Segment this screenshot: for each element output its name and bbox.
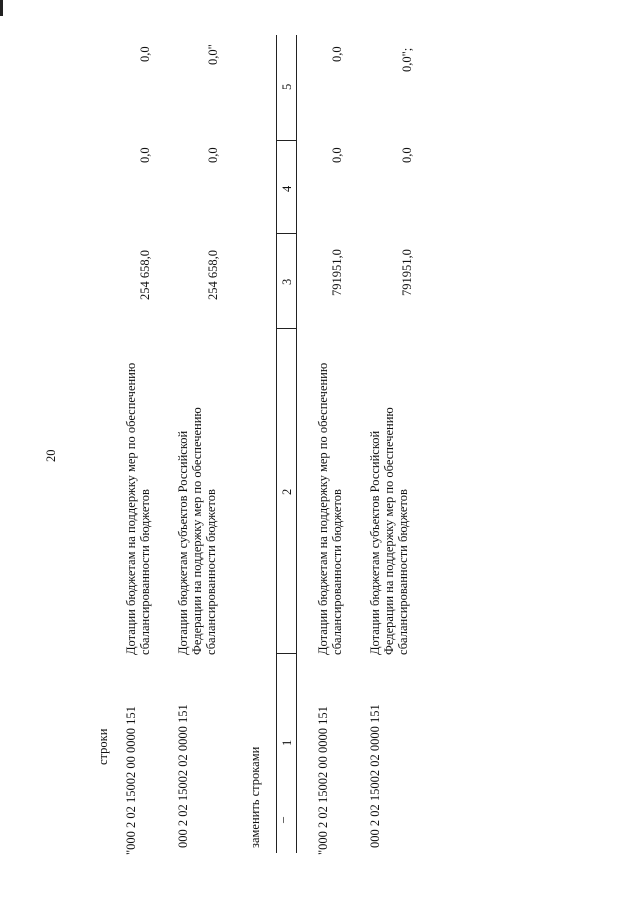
old-row-1-col4: 0,0 bbox=[138, 147, 152, 163]
header-number-5: 5 bbox=[280, 83, 294, 90]
old-row-1-code: "000 2 02 15002 00 0000 151 bbox=[124, 706, 138, 855]
new-row-2-col5: 0,0"; bbox=[400, 47, 414, 72]
new-row-1-col3: 791951,0 bbox=[330, 249, 344, 296]
header-number-1: 1 bbox=[280, 739, 294, 746]
old-row-2-col3: 254 658,0 bbox=[206, 250, 220, 300]
header-col-divider-4 bbox=[276, 140, 297, 141]
old-row-2-name: Дотации бюджетам субъектов Российской Федерации на поддержку мер по обеспечению сбалансированности бюджетов bbox=[176, 407, 218, 655]
header-number-3: 3 bbox=[280, 278, 294, 285]
header-col-divider-1 bbox=[276, 653, 297, 654]
old-row-2-code: 000 2 02 15002 02 0000 151 bbox=[176, 704, 190, 848]
old-row-1-name: Дотации бюджетам на поддержку мер по обеспечению сбалансированности бюджетов bbox=[124, 362, 152, 655]
old-row-2-col5: 0,0" bbox=[206, 44, 220, 65]
new-row-2-col3: 791951,0 bbox=[400, 249, 414, 296]
header-col-divider-3 bbox=[276, 233, 297, 234]
new-row-2-col4: 0,0 bbox=[400, 147, 414, 163]
old-row-1-col3: 254 658,0 bbox=[138, 250, 152, 300]
table-top-border bbox=[276, 35, 277, 853]
header-left-tick bbox=[283, 817, 284, 824]
old-row-2-col4: 0,0 bbox=[206, 147, 220, 163]
scan-edge-mark bbox=[0, 0, 3, 16]
new-row-2-name: Дотации бюджетам субъектов Российской Федерации на поддержку мер по обеспечению сбалансированности бюджетов bbox=[368, 407, 410, 655]
new-row-1-code: "000 2 02 15002 00 0000 151 bbox=[316, 706, 330, 855]
header-number-4: 4 bbox=[280, 185, 294, 192]
header-number-2: 2 bbox=[280, 488, 294, 495]
header-col-divider-2 bbox=[276, 328, 297, 329]
intro-label: строки bbox=[96, 728, 110, 765]
new-row-2-code: 000 2 02 15002 02 0000 151 bbox=[368, 704, 382, 848]
page-number: 20 bbox=[44, 449, 58, 462]
new-row-1-col4: 0,0 bbox=[330, 147, 344, 163]
new-row-1-name: Дотации бюджетам на поддержку мер по обеспечению сбалансированности бюджетов bbox=[316, 362, 344, 655]
table-header-bottom-border bbox=[296, 35, 297, 853]
replace-label: заменить строками bbox=[248, 746, 262, 848]
new-row-1-col5: 0,0 bbox=[330, 46, 344, 62]
old-row-1-col5: 0,0 bbox=[138, 46, 152, 62]
